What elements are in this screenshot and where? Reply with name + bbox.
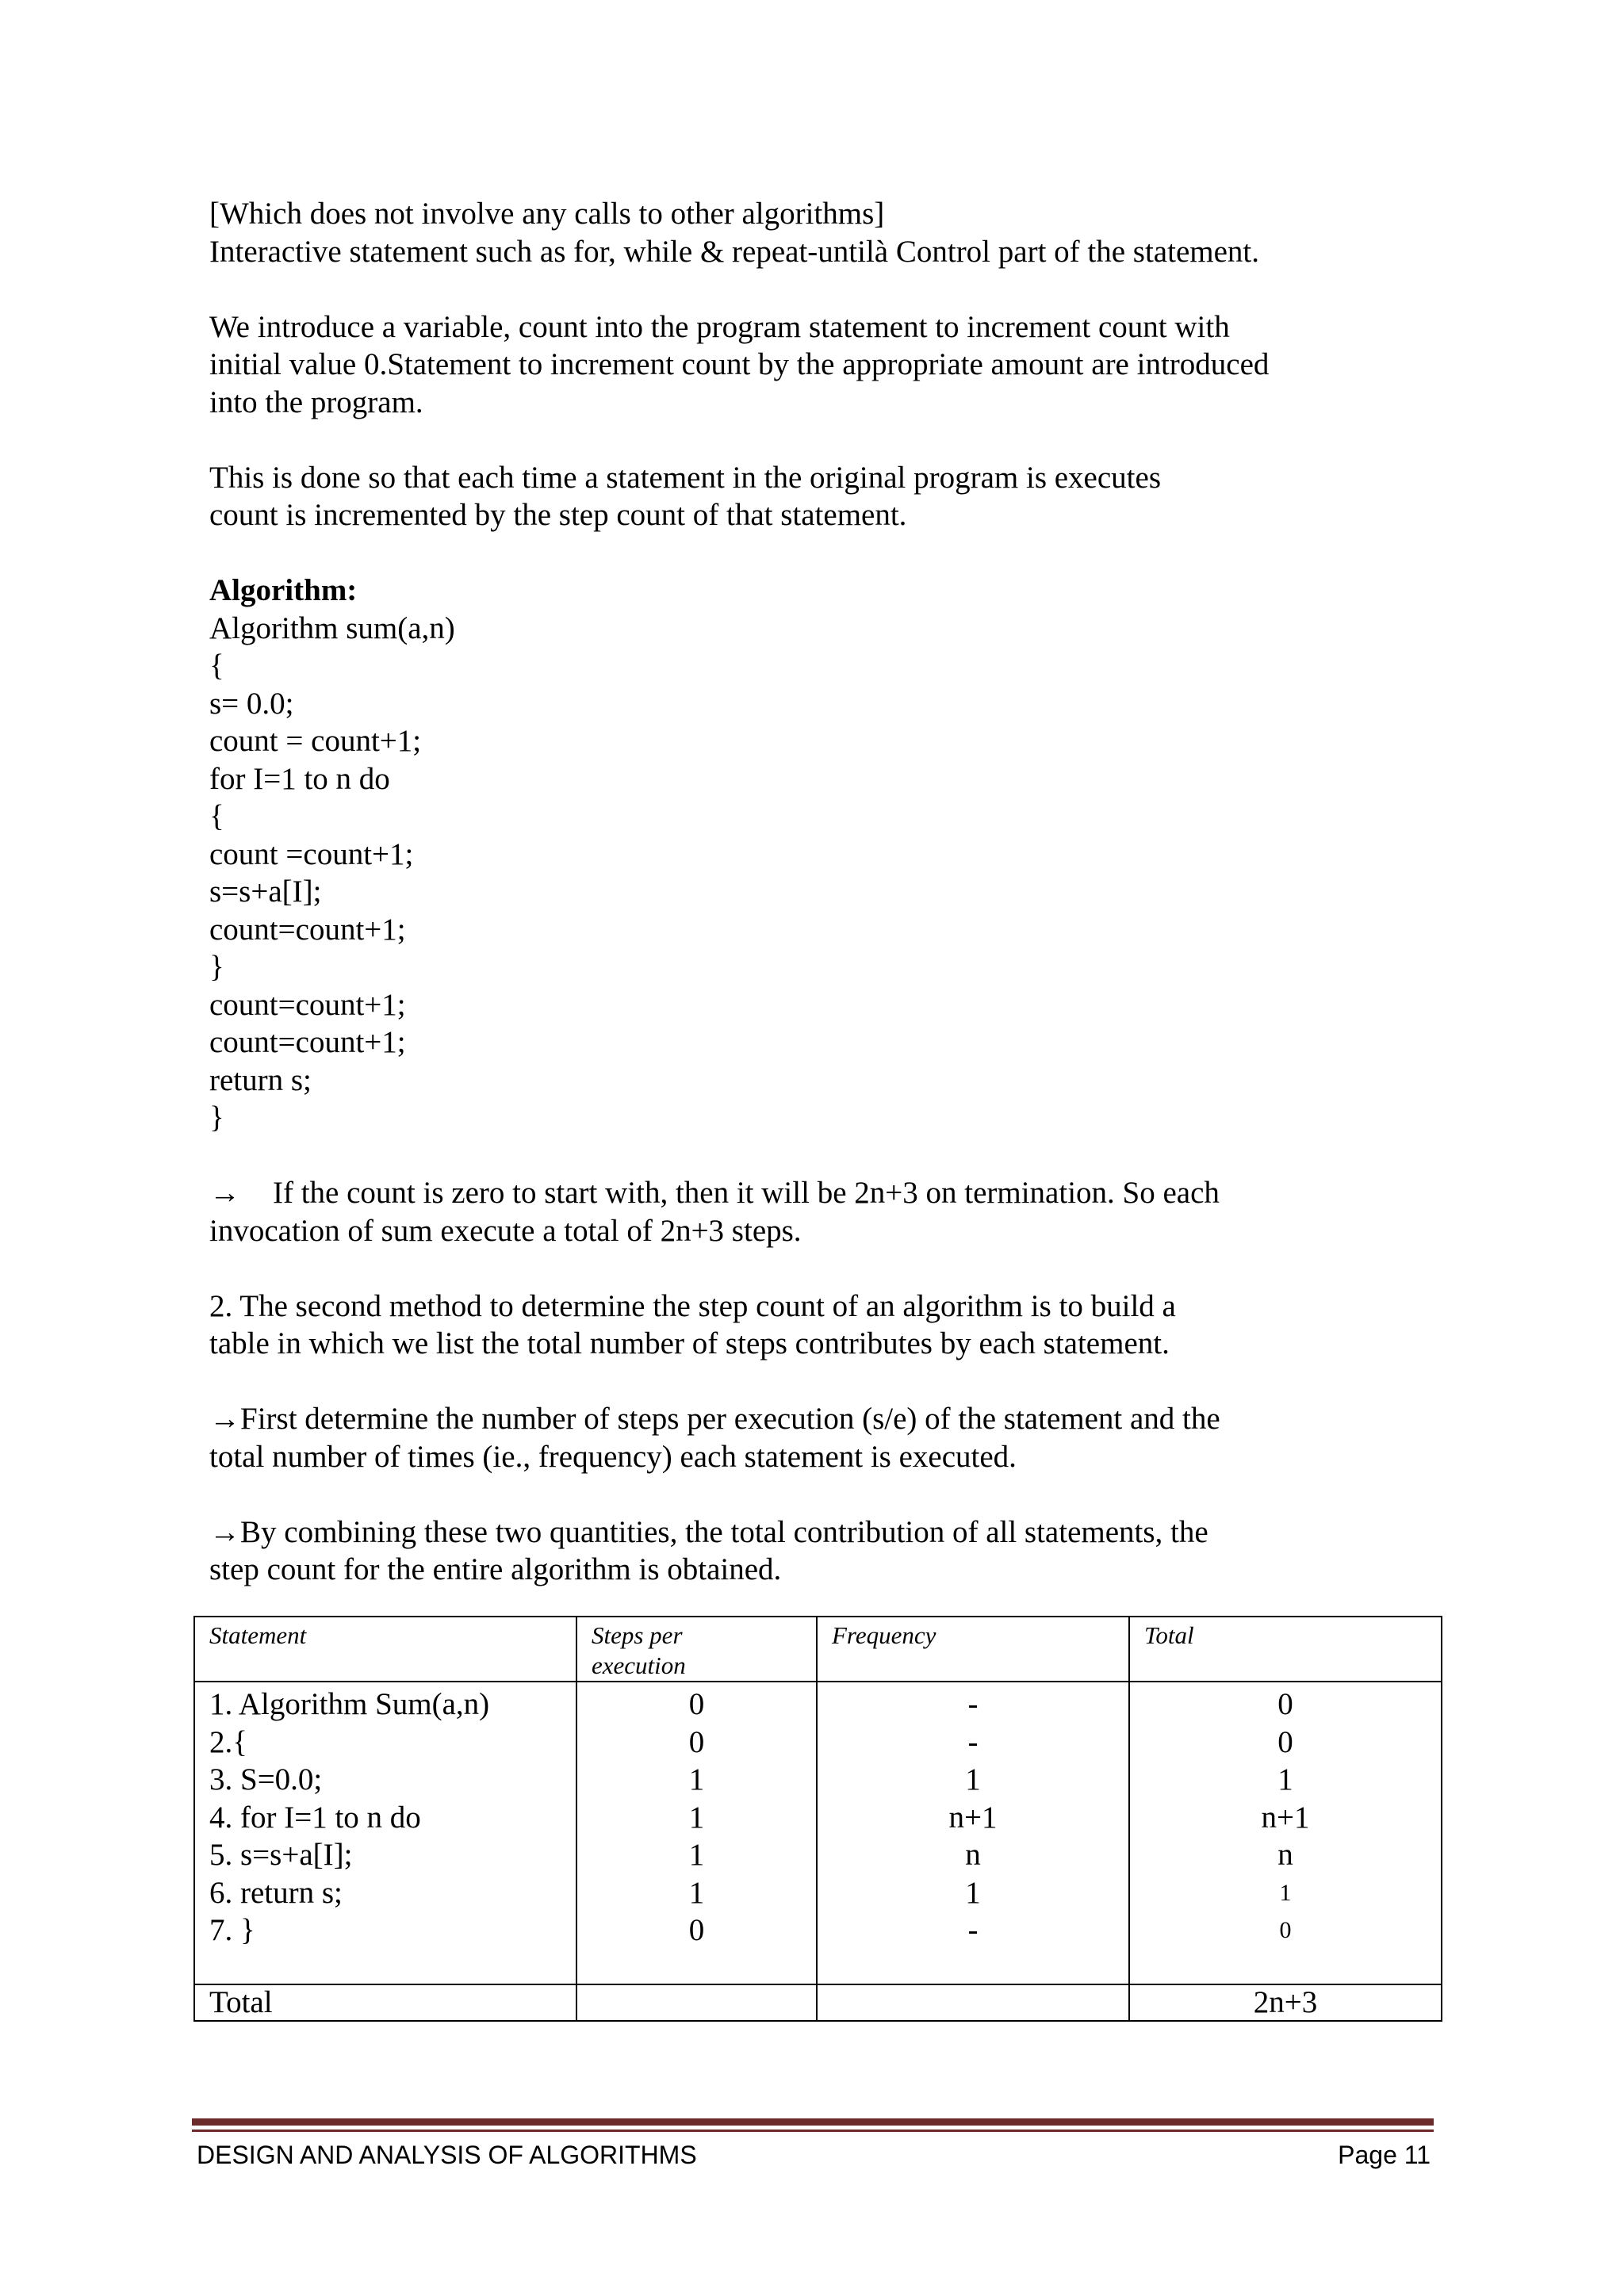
header-steps-line-2: execution (592, 1651, 686, 1679)
table-cell: 1 (965, 1762, 981, 1797)
termination-paragraph-line-1 (209, 1174, 1431, 1212)
code-line: return s; (209, 1062, 312, 1097)
code-line: count=count+1; (209, 1025, 406, 1059)
second-method-line-2: table in which we list the total number of steps contributes by each statement. (209, 1326, 1170, 1360)
table-cell: - (967, 1724, 979, 1759)
total-label-cell: Total (194, 1984, 576, 2021)
code-line: for I=1 to n do (209, 761, 390, 796)
right-arrow-icon: → (209, 1176, 240, 1210)
done-paragraph-line-2: count is incremented by the step count of that statement. (209, 498, 907, 532)
combining-line-2: step count for the entire algorithm is obtained. (209, 1552, 782, 1586)
table-cell: 1 (688, 1762, 705, 1797)
code-line: { (209, 799, 224, 833)
frequency-column (817, 1682, 1129, 1984)
step-count-table (193, 1616, 1442, 2022)
algorithm-code (209, 610, 1431, 1137)
algorithm-heading: Algorithm: (209, 573, 358, 607)
footer-rule-thin (192, 2130, 1434, 2132)
footer-title: DESIGN AND ANALYSIS OF ALGORITHMS (197, 2141, 697, 2169)
table-cell: 1. Algorithm Sum(a,n) (209, 1687, 490, 1721)
total-value-cell: 2n+3 (1129, 1984, 1442, 2021)
table-cell: 1 (688, 1838, 705, 1872)
statement-column (194, 1682, 576, 1984)
steps-column (576, 1682, 817, 1984)
header-steps-per-execution (576, 1617, 817, 1682)
empty-cell (576, 1984, 817, 2021)
code-line: count =count+1; (209, 836, 414, 871)
combining-line-1 (209, 1513, 1431, 1552)
second-method-line-1: 2. The second method to determine the step count of an algorithm is to build a (209, 1288, 1176, 1323)
code-line: count = count+1; (209, 724, 422, 758)
termination-paragraph-line-2: invocation of sum execute a total of 2n+3 steps. (209, 1213, 802, 1248)
first-determine-line-2: total number of times (ie., frequency) each statement is executed. (209, 1439, 1017, 1474)
total-column (1129, 1682, 1442, 1984)
count-paragraph-line-3: into the program. (209, 385, 423, 419)
combining-text: By combining these two quantities, the total contribution of all statements, the (240, 1514, 1208, 1549)
first-determine-line-1 (209, 1400, 1431, 1438)
table-cell: 0 (1277, 1687, 1293, 1721)
table-cell: 1 (688, 1800, 705, 1835)
count-paragraph-line-1: We introduce a variable, count into the program statement to increment count with (209, 309, 1230, 344)
table-cell: n (1277, 1838, 1293, 1872)
code-line: { (209, 649, 224, 683)
empty-cell (817, 1984, 1129, 2021)
header-total: Total (1129, 1617, 1442, 1682)
table-cell: 1 (1277, 1762, 1293, 1797)
table-cell: 2.{ (209, 1724, 247, 1759)
table-cell: 0 (688, 1724, 705, 1759)
table-cell: 0 (1279, 1917, 1292, 1943)
footer-rule (192, 2118, 1434, 2126)
header-frequency: Frequency (817, 1617, 1129, 1682)
table-header-row (194, 1617, 1442, 1682)
table-cell: 0 (688, 1687, 705, 1721)
header-steps-line-1: Steps per (592, 1621, 683, 1649)
table-cell: - (967, 1913, 979, 1947)
code-line: Algorithm sum(a,n) (209, 610, 455, 645)
code-line: count=count+1; (209, 987, 406, 1022)
right-arrow-icon: → (209, 1514, 240, 1549)
table-cell: 0 (688, 1913, 705, 1947)
table-cell: 0 (1277, 1724, 1293, 1759)
code-line: } (209, 1100, 224, 1135)
table-cell: 5. s=s+a[I]; (209, 1838, 353, 1872)
page-number: Page 11 (1338, 2141, 1431, 2169)
table-cell: 1 (1279, 1879, 1292, 1906)
table-cell: 1 (965, 1875, 981, 1910)
table-cell: 1 (688, 1875, 705, 1910)
table-cell: n+1 (1261, 1800, 1310, 1835)
code-line: s= 0.0; (209, 686, 294, 721)
table-cell: n+1 (948, 1800, 998, 1835)
right-arrow-icon: → (209, 1402, 240, 1436)
table-cell: 7. } (209, 1913, 255, 1947)
page-content (209, 195, 1431, 1589)
table-body-row (194, 1682, 1442, 1984)
count-paragraph-line-2: initial value 0.Statement to increment count by the appropriate amount are introduced (209, 347, 1270, 381)
done-paragraph-line-1: This is done so that each time a statement in the original program is executes (209, 460, 1161, 495)
table-cell: 6. return s; (209, 1875, 343, 1910)
intro-line-1: [Which does not involve any calls to other algorithms] (209, 197, 885, 231)
intro-line-2: Interactive statement such as for, while & repeat-untilà Control part of the statement. (209, 234, 1259, 269)
table-cell: 4. for I=1 to n do (209, 1800, 421, 1835)
table-cell: n (965, 1838, 981, 1872)
code-line: count=count+1; (209, 912, 406, 947)
table-total-row (194, 1984, 1442, 2021)
first-determine-text: First determine the number of steps per execution (s/e) of the statement and the (240, 1402, 1220, 1436)
code-line: s=s+a[I]; (209, 874, 322, 909)
code-line: } (209, 950, 224, 984)
header-statement: Statement (194, 1617, 576, 1682)
termination-text: If the count is zero to start with, then it will be 2n+3 on termination. So each (273, 1176, 1220, 1210)
table-cell: - (967, 1687, 979, 1721)
table-cell: 3. S=0.0; (209, 1762, 323, 1797)
